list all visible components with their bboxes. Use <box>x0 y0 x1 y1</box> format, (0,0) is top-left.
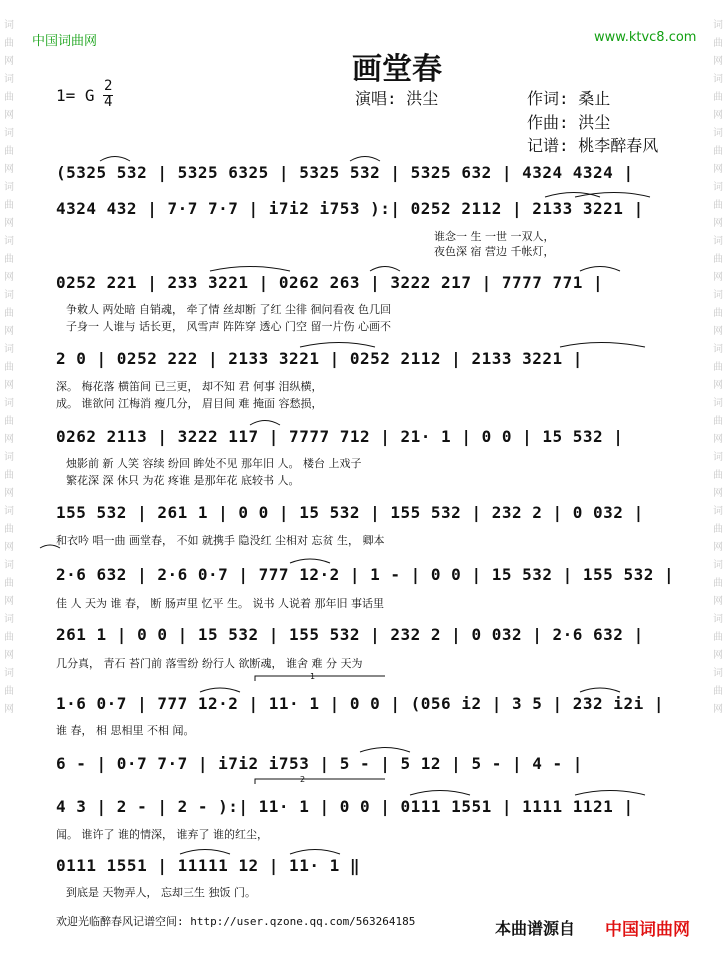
score-row-11-lyric-1: 闻。 谁许了 谁的情深， 谁弃了 谁的红尘， <box>56 828 268 841</box>
watermark-char: 词 <box>4 506 14 517</box>
visit-message: 欢迎光临醉春风记谱空间: http://user.qzone.qq.com/563264185 <box>56 915 416 928</box>
score-row-8-lyric-1: 几分真， 青石 苔门前 落雪纷 纷行人 欲断魂， 谁舍 难 分 天为 <box>56 657 363 670</box>
watermark-char: 词 <box>4 128 14 139</box>
watermark-char: 网 <box>713 488 723 499</box>
watermark-char: 曲 <box>4 686 14 697</box>
score-row-2-lyric-1: 谁念一 生 一世 一双人， <box>434 230 555 243</box>
watermark-char: 词 <box>4 614 14 625</box>
watermark-char: 词 <box>4 182 14 193</box>
watermark-char: 词 <box>4 20 14 31</box>
watermark-char: 网 <box>713 272 723 283</box>
watermark-char: 曲 <box>4 254 14 265</box>
score-row-7-lyric-1: 佳 人 天为 谁 春， 断 肠声里 忆平 生。 说书 人说着 那年旧 事话里 <box>56 597 384 610</box>
score-row-5-lyric-2: 繁花深 深 休只 为花 疼谁 是那年花 底较书 人。 <box>66 474 300 487</box>
composer-credit: 作曲: 洪尘 <box>527 113 611 132</box>
watermark-char: 曲 <box>713 146 723 157</box>
watermark-char: 网 <box>713 650 723 661</box>
watermark-char: 网 <box>713 164 723 175</box>
right-watermark-column <box>711 20 725 722</box>
watermark-char: 词 <box>713 20 723 31</box>
watermark-char: 词 <box>713 560 723 571</box>
song-title: 画堂春 <box>352 52 442 87</box>
watermark-char: 曲 <box>4 632 14 643</box>
site-url-right[interactable]: www.ktvc8.com <box>594 30 697 45</box>
watermark-char: 网 <box>713 56 723 67</box>
watermark-char: 曲 <box>713 686 723 697</box>
score-row-8-notes: 261 1 | 0 0 | 15 532 | 155 532 | 232 2 | 0 032 | 2·6 632 | <box>56 625 644 644</box>
watermark-char: 曲 <box>4 92 14 103</box>
watermark-char: 词 <box>713 452 723 463</box>
score-row-6-lyric-1: 和衣吟 唱一曲 画堂春， 不如 就携手 隐没红 尘相对 忘贫 生， 卿本 <box>56 534 385 547</box>
watermark-char: 网 <box>713 704 723 715</box>
watermark-char: 网 <box>713 110 723 121</box>
watermark-char: 曲 <box>713 200 723 211</box>
watermark-char: 曲 <box>4 308 14 319</box>
watermark-char: 词 <box>713 74 723 85</box>
score-row-4-lyric-2: 成。 谁欲问 江梅消 瘦几分， 眉目间 难 掩面 容愁损， <box>56 397 323 410</box>
watermark-char: 网 <box>4 218 14 229</box>
watermark-char: 网 <box>4 596 14 607</box>
watermark-char: 网 <box>713 326 723 337</box>
score-row-4-notes: 2 0 | 0252 222 | 2133 3221 | 0252 2112 | 2133 3221 | <box>56 349 583 368</box>
watermark-char: 网 <box>713 542 723 553</box>
score-row-11-notes: 4 3 | 2 - | 2 - ):| 11· 1 | 0 0 | 0111 1551 | 1111 1121 | <box>56 797 634 816</box>
watermark-char: 网 <box>4 380 14 391</box>
watermark-char: 曲 <box>4 362 14 373</box>
score-row-1-notes: (5325 532 | 5325 6325 | 5325 532 | 5325 632 | 4324 4324 | <box>56 163 634 182</box>
key-signature: 1= G <box>56 86 95 105</box>
watermark-char: 曲 <box>713 92 723 103</box>
watermark-char: 词 <box>713 128 723 139</box>
watermark-char: 网 <box>4 542 14 553</box>
lyricist-credit: 作词: 桑止 <box>527 89 611 108</box>
volta-2-label: 2 <box>300 775 306 784</box>
watermark-char: 词 <box>4 290 14 301</box>
watermark-char: 曲 <box>4 470 14 481</box>
watermark-char: 网 <box>713 434 723 445</box>
score-row-12-lyric-1: 到底是 天物弄人， 忘却三生 独饭 门。 <box>66 886 256 899</box>
score-row-3-notes: 0252 221 | 233 3221 | 0262 263 | 3222 217 | 7777 771 | <box>56 273 604 292</box>
watermark-char: 词 <box>713 398 723 409</box>
score-row-9-notes: 1·6 0·7 | 777 12·2 | 11· 1 | 0 0 | (056 i2 | 3 5 | 232 i2i | <box>56 694 664 713</box>
score-row-3-lyric-2: 子身一 人谁与 话长更， 风雪声 阵阵穿 透心 门空 留一片伤 心画不 <box>66 320 391 333</box>
watermark-char: 曲 <box>713 38 723 49</box>
watermark-char: 网 <box>713 380 723 391</box>
watermark-char: 词 <box>4 344 14 355</box>
watermark-char: 词 <box>713 614 723 625</box>
score-row-2-notes: 4324 432 | 7·7 7·7 | i7i2 i753 ):| 0252 2112 | 2133 3221 | <box>56 199 644 218</box>
watermark-char: 词 <box>713 668 723 679</box>
singer-credit: 演唱: 洪尘 <box>355 89 439 108</box>
watermark-char: 网 <box>4 488 14 499</box>
time-signature-top: 2 <box>104 78 113 94</box>
watermark-char: 网 <box>4 164 14 175</box>
watermark-char: 词 <box>4 74 14 85</box>
source-label: 本曲谱源自 <box>495 919 576 938</box>
watermark-char: 曲 <box>4 200 14 211</box>
watermark-char: 曲 <box>4 578 14 589</box>
left-watermark-column <box>2 20 16 722</box>
watermark-char: 词 <box>4 560 14 571</box>
watermark-char: 词 <box>4 452 14 463</box>
watermark-char: 词 <box>4 236 14 247</box>
transcriber-credit: 记谱: 桃李醉春风 <box>527 136 659 155</box>
watermark-char: 曲 <box>713 632 723 643</box>
watermark-char: 网 <box>713 218 723 229</box>
watermark-char: 词 <box>713 506 723 517</box>
watermark-char: 网 <box>4 326 14 337</box>
score-row-6-notes: 155 532 | 261 1 | 0 0 | 15 532 | 155 532 | 232 2 | 0 032 | <box>56 503 644 522</box>
watermark-char: 曲 <box>713 578 723 589</box>
watermark-char: 词 <box>713 236 723 247</box>
score-row-10-notes: 6 - | 0·7 7·7 | i7i2 i753 | 5 - | 5 12 | 5 - | 4 - | <box>56 754 583 773</box>
watermark-char: 网 <box>4 272 14 283</box>
volta-1-label: 1 <box>310 672 316 681</box>
watermark-char: 词 <box>4 398 14 409</box>
time-signature-bottom: 4 <box>104 94 113 110</box>
watermark-char: 曲 <box>4 524 14 535</box>
watermark-char: 网 <box>713 596 723 607</box>
watermark-char: 曲 <box>4 416 14 427</box>
watermark-char: 曲 <box>713 524 723 535</box>
watermark-char: 词 <box>713 344 723 355</box>
watermark-char: 曲 <box>4 38 14 49</box>
watermark-char: 网 <box>4 704 14 715</box>
watermark-char: 曲 <box>713 416 723 427</box>
score-row-12-notes: 0111 1551 | 11111 12 | 11· 1 ‖ <box>56 856 360 875</box>
watermark-char: 网 <box>4 434 14 445</box>
watermark-char: 词 <box>713 290 723 301</box>
watermark-char: 曲 <box>713 470 723 481</box>
watermark-char: 曲 <box>713 308 723 319</box>
watermark-char: 词 <box>4 668 14 679</box>
score-row-7-notes: 2·6 632 | 2·6 0·7 | 777 12·2 | 1 - | 0 0 | 15 532 | 155 532 | <box>56 565 675 584</box>
score-row-2-lyric-2: 夜色深 宿 营边 千帐灯， <box>434 245 555 258</box>
watermark-char: 词 <box>713 182 723 193</box>
score-row-5-notes: 0262 2113 | 3222 117 | 7777 712 | 21· 1 | 0 0 | 15 532 | <box>56 427 624 446</box>
watermark-char: 网 <box>4 110 14 121</box>
score-row-5-lyric-1: 烛影前 新 人笑 容续 纷回 眸处不见 那年旧 人。 楼台 上戏子 <box>66 457 362 470</box>
watermark-char: 曲 <box>713 254 723 265</box>
score-row-9-lyric-1: 谁 春， 相 思相里 不相 闻。 <box>56 724 195 737</box>
source-site-link[interactable]: 中国词曲网 <box>605 920 690 940</box>
score-row-3-lyric-1: 争敕人 两处暗 自销魂， 牵了情 丝却断 了红 尘徘 徊问看夜 色几回 <box>66 303 391 316</box>
watermark-char: 曲 <box>4 146 14 157</box>
watermark-char: 网 <box>4 650 14 661</box>
watermark-char: 曲 <box>713 362 723 373</box>
watermark-char: 网 <box>4 56 14 67</box>
site-name-left[interactable]: 中国词曲网 <box>32 34 98 49</box>
score-row-4-lyric-1: 深。 梅花落 横笛间 已三更， 却不知 君 何事 泪纵横， <box>56 380 323 393</box>
